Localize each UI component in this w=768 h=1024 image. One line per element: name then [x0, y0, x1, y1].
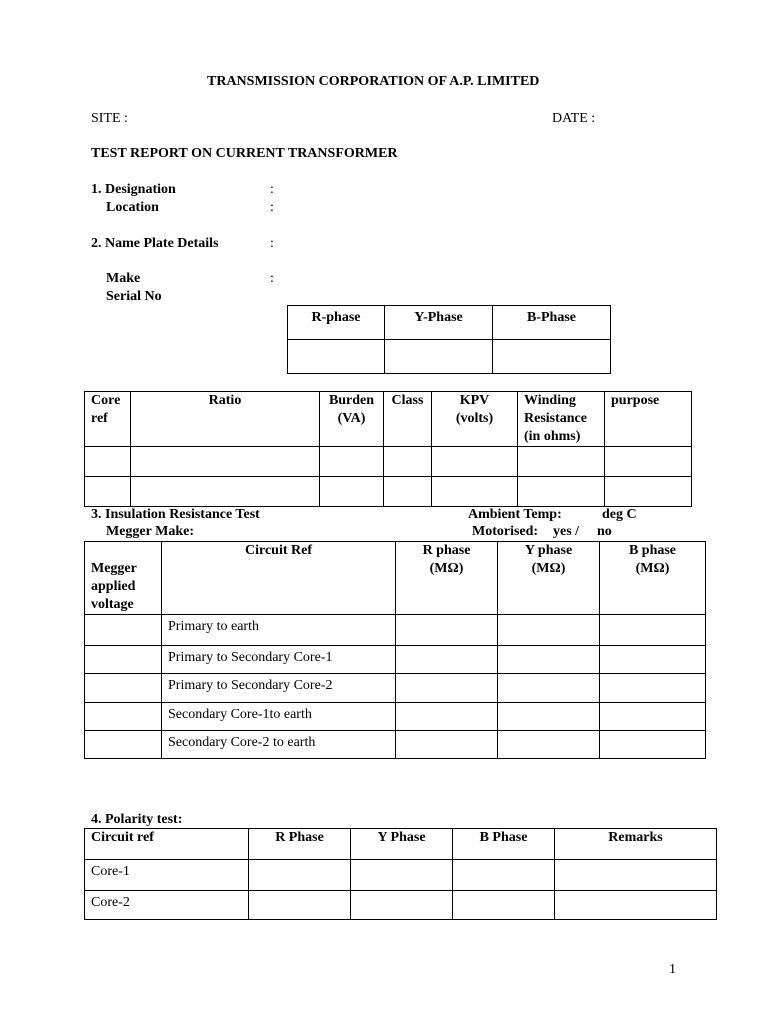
core-cell[interactable]	[432, 477, 518, 507]
serial-label: Serial No	[106, 289, 162, 304]
phase-header-r: R-phase	[288, 306, 385, 340]
ambient-temp-label: Ambient Temp:	[468, 507, 562, 522]
core-header-line: Winding	[524, 393, 576, 408]
polarity-cell[interactable]	[555, 860, 717, 891]
core-cell[interactable]	[518, 447, 605, 477]
ir-header-y	[498, 542, 600, 615]
ir-cell[interactable]	[85, 615, 162, 646]
core-cell[interactable]	[605, 477, 692, 507]
polarity-header-remarks: Remarks	[555, 829, 717, 860]
yes-option: yes /	[553, 524, 580, 539]
ir-cell[interactable]	[85, 646, 162, 674]
core-cell[interactable]	[432, 447, 518, 477]
core-cell[interactable]	[320, 477, 384, 507]
core-header-ratio: Ratio	[131, 392, 320, 447]
ir-cell[interactable]	[396, 646, 498, 674]
core-header-winding	[518, 392, 605, 447]
core-header-kpv	[432, 392, 518, 447]
core-header-ref	[85, 392, 131, 447]
ir-row-label: Primary to Secondary Core-2	[162, 674, 396, 703]
name-plate-label: 2. Name Plate Details	[91, 236, 219, 251]
phase-cell[interactable]	[288, 340, 385, 374]
core-header-class: Class	[384, 392, 432, 447]
ir-header-line: Megger	[91, 561, 137, 576]
document-title: TRANSMISSION CORPORATION OF A.P. LIMITED	[207, 74, 540, 89]
ir-row	[85, 703, 706, 731]
ir-header-r	[396, 542, 498, 615]
core-header-line: Resistance	[524, 411, 587, 426]
polarity-cell[interactable]	[351, 860, 453, 891]
phase-header-y: Y-Phase	[385, 306, 493, 340]
make-label: Make	[106, 271, 141, 286]
designation-label: 1. Designation	[91, 182, 176, 197]
ir-row	[85, 731, 706, 759]
make-colon: :	[270, 271, 274, 286]
ir-header-circuit: Circuit Ref	[162, 542, 396, 615]
ir-row	[85, 646, 706, 674]
core-header-line: Core	[91, 393, 121, 408]
ir-header-unit: (MΩ)	[635, 561, 670, 576]
polarity-header-r: R Phase	[249, 829, 351, 860]
designation-colon: :	[270, 182, 274, 197]
ir-cell[interactable]	[396, 703, 498, 731]
core-cell[interactable]	[131, 447, 320, 477]
polarity-header-y: Y Phase	[351, 829, 453, 860]
ir-header-line: B phase	[628, 543, 677, 558]
ir-cell[interactable]	[396, 674, 498, 703]
polarity-row-label: Core-1	[85, 860, 249, 891]
core-header-line: Burden	[328, 393, 375, 408]
polarity-header-circuit: Circuit ref	[85, 829, 249, 860]
polarity-test-title: 4. Polarity test:	[91, 812, 183, 827]
core-header-line: (in ohms)	[524, 429, 581, 444]
core-header-line: (VA)	[337, 411, 366, 426]
polarity-row	[85, 860, 717, 891]
core-header-purpose: purpose	[605, 392, 692, 447]
core-cell[interactable]	[131, 477, 320, 507]
polarity-cell[interactable]	[555, 891, 717, 920]
ir-header-line: voltage	[91, 597, 134, 612]
phase-header-b: B-Phase	[493, 306, 611, 340]
ir-cell[interactable]	[600, 703, 706, 731]
insulation-test-title: 3. Insulation Resistance Test	[91, 507, 260, 522]
no-option: no	[597, 524, 612, 539]
core-header-line: (volts)	[455, 411, 494, 426]
megger-make-label: Megger Make:	[106, 524, 194, 539]
ir-cell[interactable]	[85, 674, 162, 703]
core-cell[interactable]	[384, 477, 432, 507]
site-label: SITE :	[91, 111, 128, 126]
polarity-cell[interactable]	[249, 891, 351, 920]
ir-cell[interactable]	[498, 674, 600, 703]
location-colon: :	[270, 200, 274, 215]
motorised-label: Motorised:	[472, 524, 539, 539]
ir-cell[interactable]	[85, 703, 162, 731]
core-table	[84, 391, 692, 507]
ir-cell[interactable]	[600, 674, 706, 703]
ir-cell[interactable]	[600, 615, 706, 646]
polarity-table	[84, 828, 717, 920]
insulation-table	[84, 541, 706, 759]
core-cell[interactable]	[320, 447, 384, 477]
ir-cell[interactable]	[396, 731, 498, 759]
ir-header-b	[600, 542, 706, 615]
location-label: Location	[106, 200, 159, 215]
polarity-row-label: Core-2	[85, 891, 249, 920]
ir-header-unit: (MΩ)	[429, 561, 464, 576]
ir-row	[85, 674, 706, 703]
core-cell[interactable]	[518, 477, 605, 507]
core-cell[interactable]	[605, 447, 692, 477]
ir-row-label: Secondary Core-2 to earth	[162, 731, 396, 759]
ir-cell[interactable]	[600, 731, 706, 759]
ir-cell[interactable]	[498, 703, 600, 731]
polarity-cell[interactable]	[249, 860, 351, 891]
ir-cell[interactable]	[498, 731, 600, 759]
ir-header-line: R phase	[422, 543, 471, 558]
polarity-cell[interactable]	[453, 860, 555, 891]
ir-cell[interactable]	[498, 615, 600, 646]
page-number: 1	[669, 962, 676, 977]
phase-table	[287, 305, 611, 374]
ir-row-label: Primary to earth	[162, 615, 396, 646]
deg-c-label: deg C	[602, 507, 637, 522]
polarity-header-b: B Phase	[453, 829, 555, 860]
ir-header-megger	[85, 542, 162, 615]
ir-cell[interactable]	[600, 646, 706, 674]
core-header-line: ref	[91, 411, 108, 426]
name-plate-colon: :	[270, 236, 274, 251]
ir-row	[85, 615, 706, 646]
ir-cell[interactable]	[498, 646, 600, 674]
ir-cell[interactable]	[85, 731, 162, 759]
date-label: DATE :	[552, 111, 596, 126]
phase-cell[interactable]	[493, 340, 611, 374]
polarity-cell[interactable]	[453, 891, 555, 920]
polarity-row	[85, 891, 717, 920]
core-cell[interactable]	[85, 477, 131, 507]
phase-cell[interactable]	[385, 340, 493, 374]
core-cell[interactable]	[85, 447, 131, 477]
polarity-cell[interactable]	[351, 891, 453, 920]
ir-cell[interactable]	[396, 615, 498, 646]
ir-header-unit: (MΩ)	[531, 561, 566, 576]
ir-row-label: Secondary Core-1to earth	[162, 703, 396, 731]
report-title: TEST REPORT ON CURRENT TRANSFORMER	[91, 146, 398, 161]
ir-header-line: Y phase	[524, 543, 573, 558]
core-header-burden	[320, 392, 384, 447]
core-cell[interactable]	[384, 447, 432, 477]
ir-row-label: Primary to Secondary Core-1	[162, 646, 396, 674]
ir-header-line: applied	[91, 579, 136, 594]
core-header-line: KPV	[459, 393, 490, 408]
